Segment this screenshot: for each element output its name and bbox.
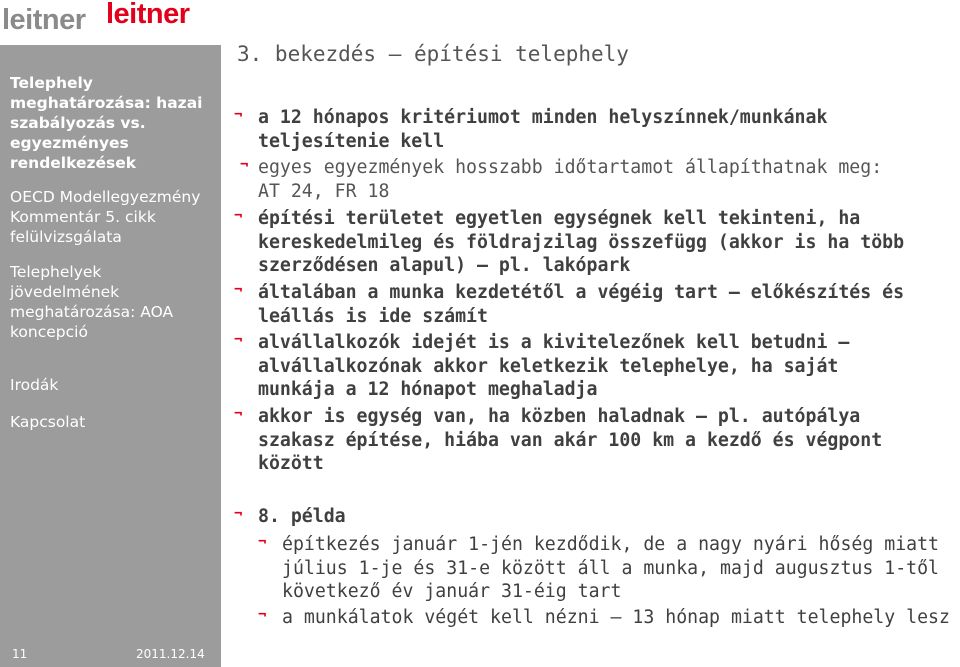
bullet-marker-icon: ¬ (234, 208, 243, 224)
sidebar-item-telephely-meghatarozasa[interactable]: Telephely meghatározása: hazai szabályozás vs. egyezményes rendelkezések (10, 74, 203, 172)
bullet-text-line: a munkálatok végét kell nézni – 13 hónap miatt telephely lesz (282, 607, 950, 628)
bullet-text-line: következő év január 31-éig tart (282, 581, 622, 602)
page-title: 3. bekezdés – építési telephely (237, 42, 629, 66)
bullet-item (258, 606, 950, 630)
bullet-text-line: építkezés január 1-jén kezdődik, de a nagy nyári hőség miatt (282, 534, 939, 555)
bullet-text-line: szakasz építése, hiába van akár 100 km a kezdő és végpont (258, 429, 883, 451)
bullet-text-line: általában a munka kezdetétől a végéig tart – előkészítés és (258, 282, 905, 303)
bullet-text-line: a 12 hónapos kritériumot minden helyszínnek/munkának (258, 107, 828, 128)
bullet-text-line: AT 24, FR 18 (258, 180, 390, 202)
bullet-marker-icon: ¬ (234, 282, 243, 298)
sidebar-item-oecd-kommentar[interactable]: OECD Modellegyezmény Kommentár 5. cikk felülvizsgálata (10, 188, 201, 246)
page-number: 11 (12, 647, 28, 661)
bullet-marker-icon: ¬ (258, 534, 267, 550)
bullet-item (234, 331, 850, 402)
bullet-text-line: 8. példa (258, 506, 346, 527)
logo-text-red: leitner (106, 0, 190, 30)
footer-date: 2011.12.14 (136, 647, 205, 661)
sidebar-item-aoa-koncepcio[interactable]: Telephelyek jövedelmének meghatározása: AOA koncepció (10, 263, 174, 341)
bullet-text-line: július 1-je és 31-e között áll a munka, majd augusztus 1-től (282, 557, 939, 579)
bullet-text-line: kereskedelmileg és földrajzilag összefügg (akkor is ha több (258, 231, 905, 253)
bullet-item (234, 281, 905, 328)
sidebar-item-irodak[interactable]: Irodák (10, 376, 59, 394)
bullet-text-line: leállás is ide számít (258, 305, 488, 327)
bullet-marker-icon: ¬ (234, 406, 243, 422)
bullet-marker-icon: ¬ (234, 332, 243, 348)
bullet-item (258, 533, 939, 604)
bullet-text-line: akkor is egység van, ha közben haladnak – pl. autópálya (258, 406, 861, 427)
sidebar-item-kapcsolat[interactable]: Kapcsolat (10, 413, 86, 431)
logo-text-gray: leitner (2, 4, 86, 36)
bullet-item (234, 207, 905, 278)
bullet-item (234, 505, 346, 529)
bullet-marker-icon: ¬ (258, 607, 267, 623)
bullet-marker-icon: ¬ (234, 107, 243, 123)
bullet-text-line: egyes egyezmények hosszabb időtartamot állapíthatnak meg: (258, 157, 883, 178)
bullet-text-line: alvállalkozónak akkor keletkezik telephelye, ha saját (258, 355, 839, 377)
bullet-marker-icon: ¬ (240, 157, 249, 173)
bullet-marker-icon: ¬ (234, 506, 243, 522)
bullet-text-line: munkája a 12 hónapot meghaladja (258, 379, 598, 400)
bullet-text-line: között (258, 453, 324, 474)
bullet-item (234, 106, 828, 153)
bullet-text-line: alvállalkozók idejét is a kivitelezőnek kell betudni – (258, 332, 850, 353)
bullet-text-line: teljesítenie kell (258, 130, 445, 152)
bullet-item (234, 405, 883, 476)
bullet-text-line: szerződésen alapul) – pl. lakópark (258, 255, 631, 276)
bullet-text-line: építési területet egyetlen egységnek kell tekinteni, ha (258, 208, 861, 229)
bullet-item (240, 156, 883, 203)
